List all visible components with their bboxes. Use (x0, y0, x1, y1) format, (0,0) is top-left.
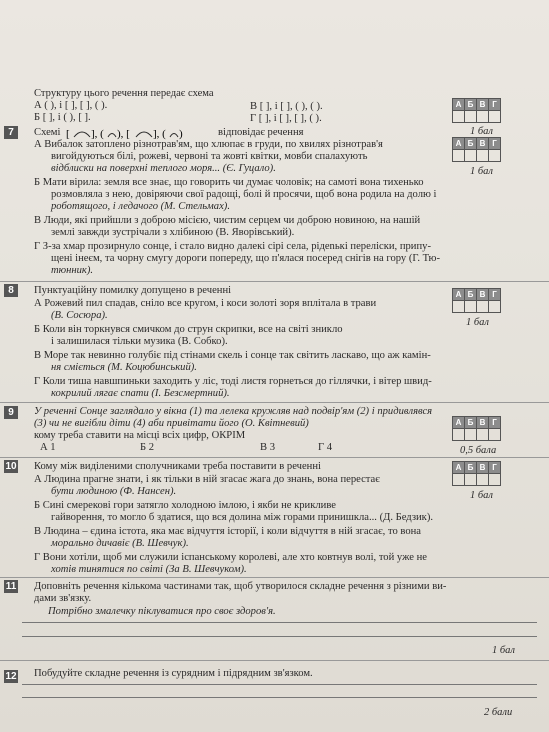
q7-stem-pre: Схемі (34, 127, 61, 138)
q10-a-1: А Людина прагне знати, і як тільки в ній згасає жага до знань, вона перестає (34, 474, 380, 485)
q7-schema-diagram (64, 126, 216, 140)
q6-option-a: А ( ), і [ ], [ ], ( ). (34, 100, 108, 111)
q6-option-v: В [ ], і [ ], ( ), ( ). (250, 101, 323, 112)
q12-answer-line[interactable] (22, 697, 537, 698)
divider (0, 281, 549, 282)
q6-option-g: Г [ ], і [ ], [ ], ( ). (250, 113, 322, 124)
divider (0, 402, 549, 403)
q7-v-1: В Люди, які прийшли з доброю місією, чистим серцем чи доброю новиною, на нашій (34, 215, 421, 226)
svg-text:): ) (179, 128, 183, 140)
q6-intro: Структуру цього речення передає схема (34, 88, 214, 99)
q12-answer-line[interactable] (22, 684, 537, 685)
q9-score: 0,5 бала (460, 445, 497, 456)
q8-b-1: Б Коли він торкнувся смичком до струн скрипки, все на світі зникло (34, 324, 343, 335)
q10-v-2: морально дичавіє (В. Шевчук). (51, 538, 189, 549)
q12-number: 12 (5, 671, 17, 682)
q6-answer-grid[interactable] (452, 98, 501, 123)
q11-number: 11 (5, 581, 17, 592)
q11-answer-line[interactable] (22, 636, 537, 637)
q9-option-a: А 1 (40, 442, 56, 453)
q8-v-2: ня сміється (М. Коцюбинський). (51, 362, 197, 373)
q7-answer-grid[interactable]: А Б В Г (452, 137, 501, 162)
svg-text:), [: ), [ (117, 128, 130, 140)
answer-col-v: В (477, 99, 489, 111)
q7-a-1: А Вибалок затоплено різнотрав'ям, що хлюпає в груди, по хвилях різнотрав'я (34, 139, 383, 150)
q10-stem: Кому між виділеними сполучниками треба поставити в реченні (34, 461, 321, 472)
q10-number: 10 (5, 461, 17, 472)
q9-answer-grid[interactable]: А Б В Г (452, 416, 501, 441)
q10-b-1: Б Сині смерекові гори затягло холодною імлою, і якби не крикливе (34, 500, 336, 511)
q7-stem-post: відповідає речення (218, 127, 304, 138)
q10-v-1: В Людина – єдина істота, яка має відчуття історії, і коли відчуття в ній згасає, то вона (34, 526, 422, 537)
q6-option-b: Б [ ], і ( ), [ ]. (34, 112, 91, 123)
q8-number: 8 (4, 284, 18, 297)
q7-g-2: щені інеєм, та чорну смугу дороги попереду, що п'ялася посеред снігів на гору (Г. Тю- (51, 253, 441, 264)
q9-stem-1: У реченні Сонце заглядало у вікна (1) та лелека кружляв над подвір'ям (2) і придивлявся (34, 406, 433, 417)
svg-text:], (: ], ( (153, 128, 166, 140)
svg-text:[: [ (66, 128, 70, 140)
q8-b-2: і залишилася тільки музика (В. Собко). (51, 336, 228, 347)
q10-a-2: бути людиною (Ф. Нансен). (51, 486, 177, 497)
q6-score: 1 бал (470, 126, 493, 137)
q8-v-1: В Море так невинно голубіє під стінами скель і сонце так світить ласкаво, що аж камін- (34, 350, 431, 361)
svg-text:], (: ], ( (91, 128, 104, 140)
q11-stem-2: дами зв'язку. (34, 593, 92, 604)
answer-col-g: Г (489, 99, 501, 111)
q11-score: 1 бал (492, 645, 515, 656)
q12-score: 2 бали (484, 707, 513, 718)
answer-col-a: А (453, 99, 465, 111)
q8-a-1: А Рожевий пил спадав, сніло все кругом, і коси золоті зоря вплітала в трави (34, 298, 377, 309)
divider (0, 577, 549, 578)
q9-stem-3: кому треба ставити на місці всіх цифр, ОКРІМ (34, 430, 246, 441)
q10-b-2: гайворення, то могло б здатися, що вся долина між горами принишкла... (Д. Бедзик). (51, 512, 433, 523)
q7-g-1: Г З-за хмар прозирнуло сонце, і стало видно далекі сірі села, рідenькі переліски, припу- (34, 241, 431, 252)
q9-number: 9 (4, 406, 18, 419)
q7-a-2: вигойдуються білі, рожеві, червоні та жовті квітки, мовби спалахують (51, 151, 368, 162)
q11-sentence: Потрібно змалечку піклуватися про своє здоров'я. (48, 606, 276, 617)
q7-v-2: землі завжди зустрічали з хлібиною (В. Яворівський). (51, 227, 295, 238)
q9-stem-2: (3) чи не вигiбли діти (4) аби привітати його (О. Квітневий) (34, 418, 309, 429)
q8-a-2: (В. Сосюра). (51, 310, 108, 321)
q7-a-3: відблиски на поверхні теплого моря... (Є. Гуцало). (51, 163, 276, 174)
q8-stem: Пунктуаційну помилку допущено в реченні (34, 285, 232, 296)
q7-b-3: роботящого, і ледачого (М. Стельмах). (51, 201, 230, 212)
q8-answer-grid[interactable]: А Б В Г (452, 288, 501, 313)
q7-b-2: розмовляла з нею, довіряючи свої радощі, болі й просячи, щоб вона родила на долю і (51, 189, 437, 200)
q11-answer-line[interactable] (22, 622, 537, 623)
q12-stem: Побудуйте складне речення із сурядним і підрядним зв'язком. (34, 668, 313, 679)
q11-stem-1: Доповніть речення кількома частинами так, щоб утворилося складне речення з різними ви- (34, 581, 447, 592)
q7-b-1: Б Мати вірила: земля все знає, що говорить чи думає чоловік; на самоті вона тихенько (34, 177, 424, 188)
q7-score: 1 бал (470, 166, 493, 177)
q9-option-b: Б 2 (140, 442, 155, 453)
divider (0, 660, 549, 661)
divider (0, 457, 549, 458)
q10-g-2: хотів тинятися по світі (За В. Шевчуком). (51, 564, 247, 575)
q10-answer-grid[interactable]: А Б В Г (452, 461, 501, 486)
q10-g-1: Г Вони хотіли, щоб ми служили іспанському королеві, але хто ковтнув волі, той уже не (34, 552, 427, 563)
q8-score: 1 бал (466, 317, 489, 328)
q8-g-2: кокрилий лягає спати (І. Безсмертний). (51, 388, 230, 399)
q9-option-g: Г 4 (318, 442, 333, 453)
q7-number: 7 (4, 126, 18, 139)
q8-g-1: Г Коли тиша навшпиньки заходить у ліс, тоді листя горнеться до гіллячки, і вітер швид- (34, 376, 432, 387)
q7-g-3: тюнник). (51, 265, 94, 276)
q9-option-v: В 3 (260, 442, 276, 453)
answer-col-b: Б (465, 99, 477, 111)
q10-score: 1 бал (470, 490, 493, 501)
